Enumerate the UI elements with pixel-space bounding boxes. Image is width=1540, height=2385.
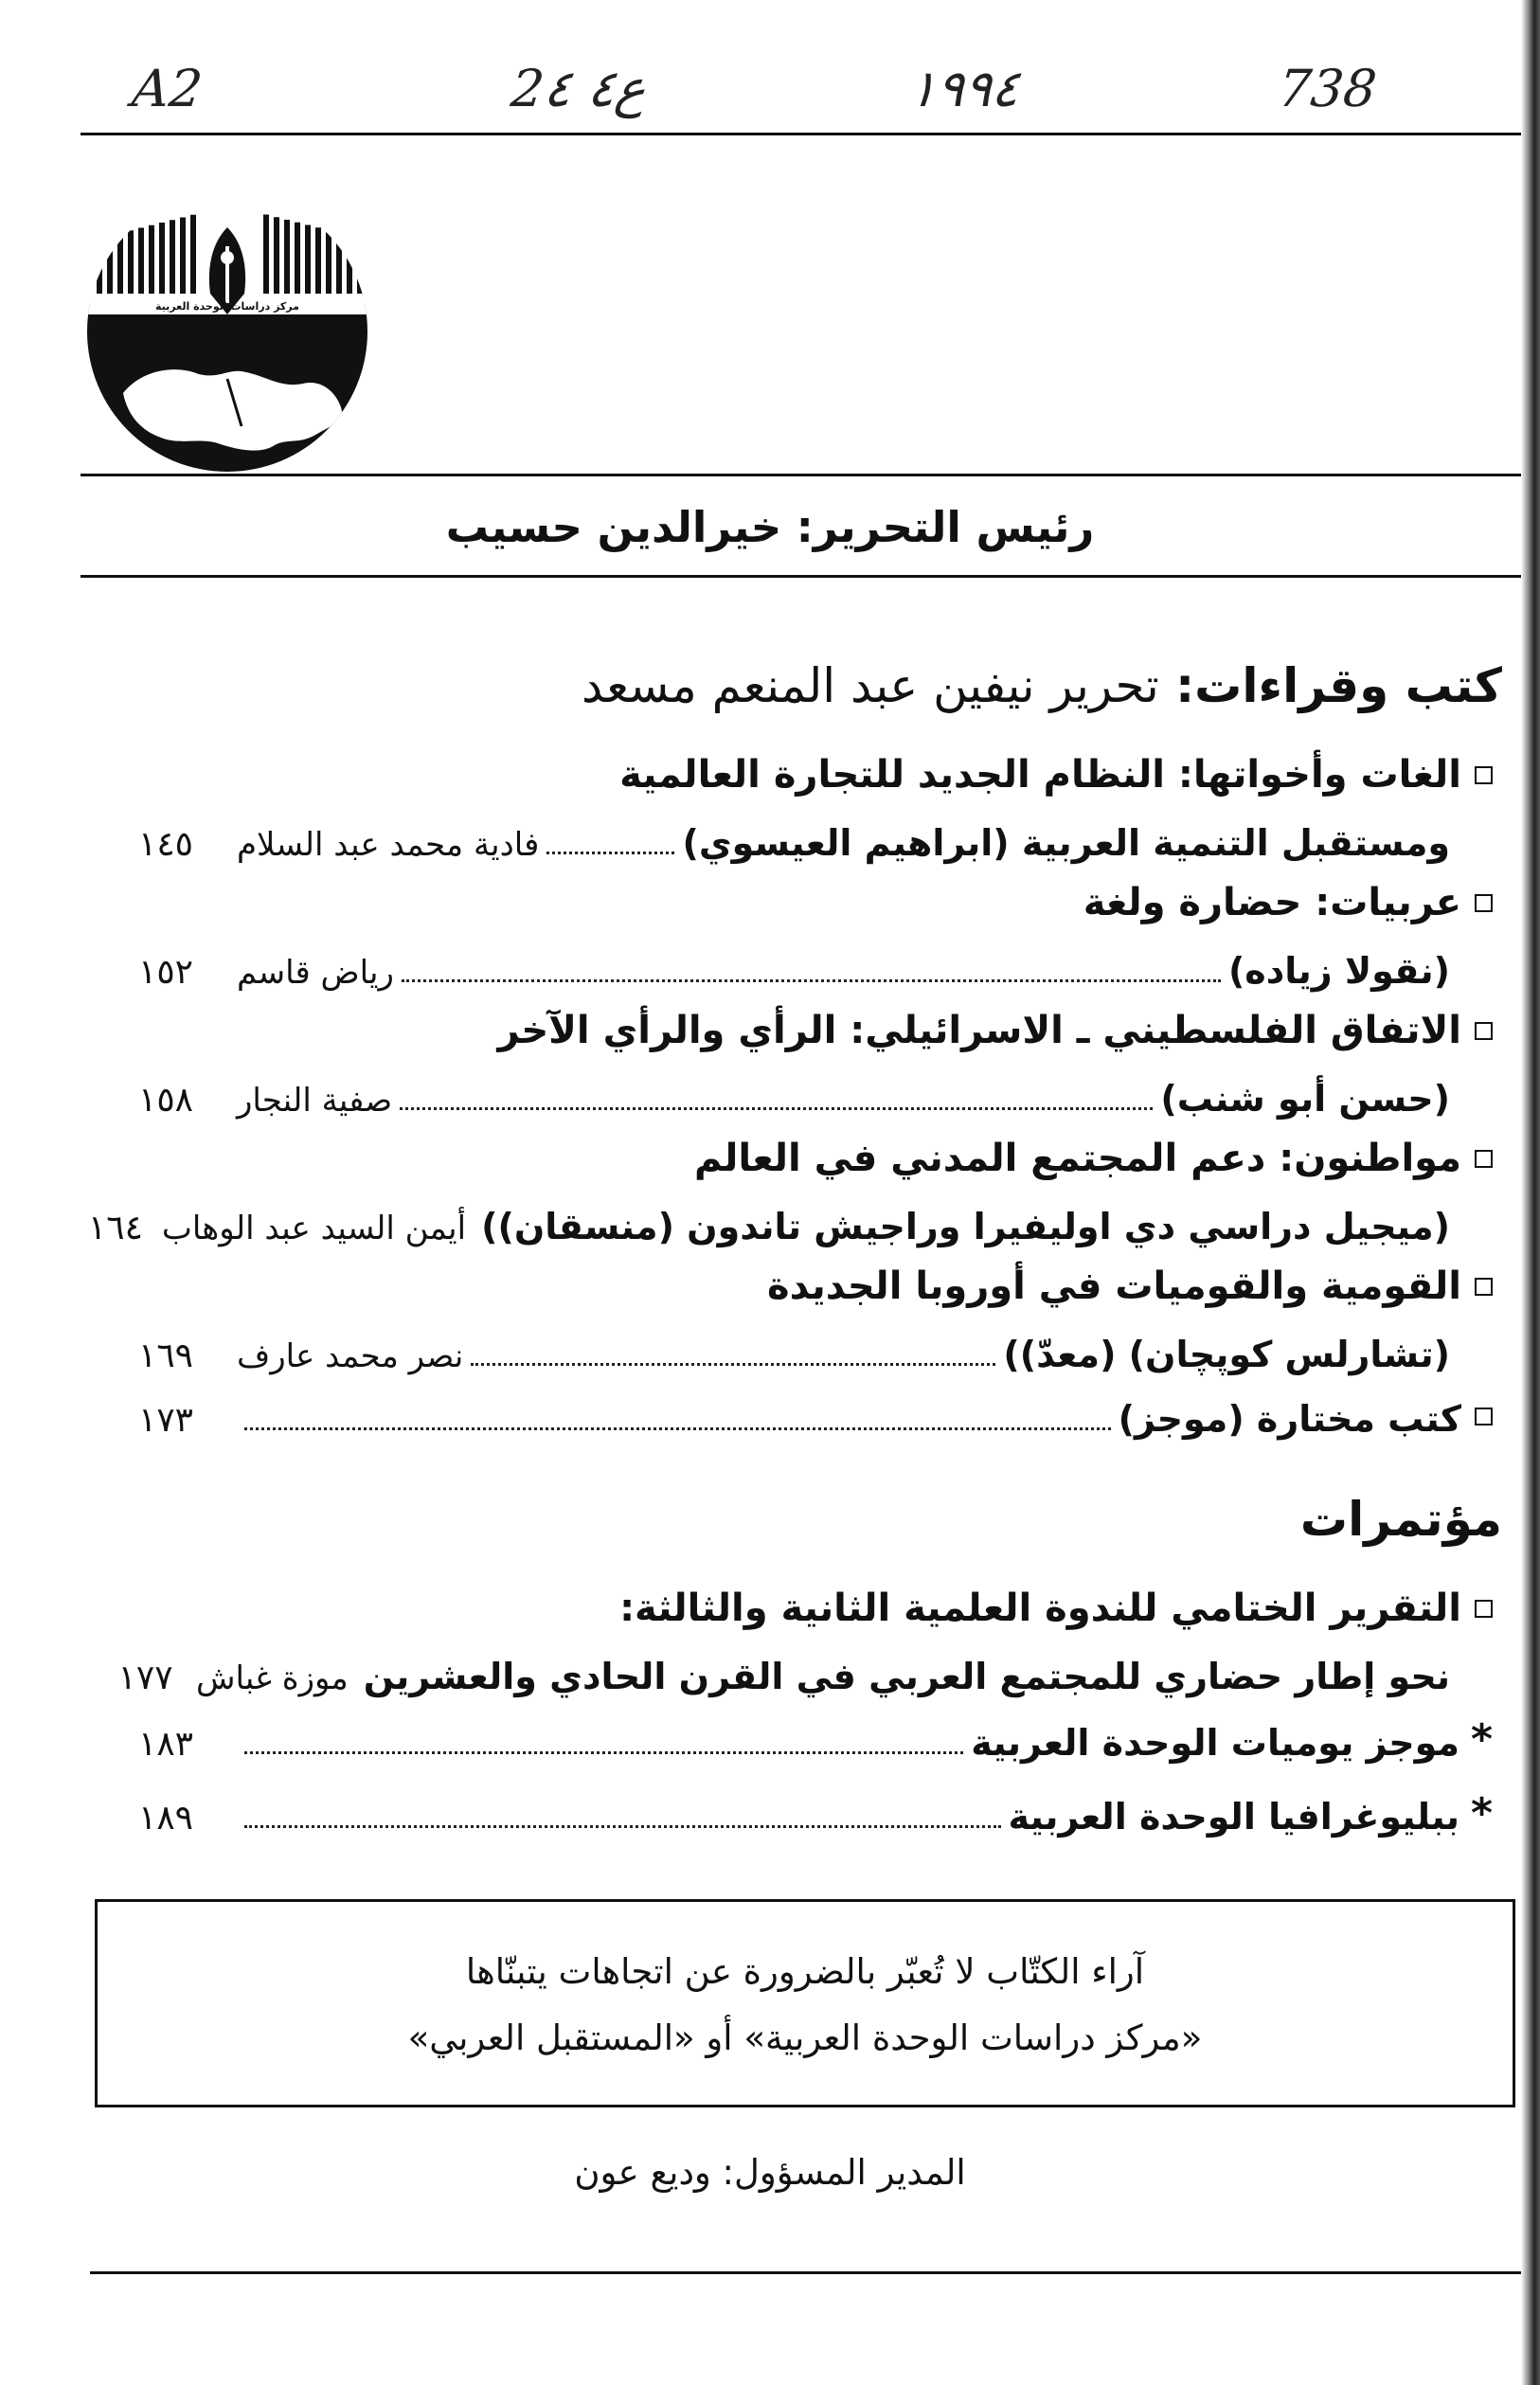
dot-leader — [471, 1363, 995, 1366]
handwritten-year: ١٩٩٤ — [905, 59, 1023, 118]
logo-name-text: مركز دراسات الوحدة العربية — [155, 300, 299, 313]
entry-page-number: ١٨٣ — [137, 1725, 193, 1764]
entry-title-line — [619, 753, 1493, 797]
toc-entry — [114, 816, 1450, 864]
toc-entry — [114, 1716, 1493, 1764]
toc-entry — [114, 1328, 1450, 1375]
dot-leader — [244, 1427, 1111, 1430]
entry-author: فادية محمد عبد السلام — [237, 826, 540, 864]
entry-title-line — [694, 1137, 1493, 1180]
logo-bar — [295, 223, 300, 296]
toc-entry — [87, 1200, 1450, 1247]
dot-leader — [402, 979, 1221, 982]
asterisk-bullet-icon: * — [1470, 1715, 1493, 1764]
entry-title-line — [619, 1587, 1493, 1630]
toc-entry — [114, 1650, 1450, 1697]
entry-subtitle: موجز يوميات الوحدة العربية — [971, 1722, 1459, 1764]
section-editor: تحرير نيفين عبد المنعم مسعد — [582, 658, 1159, 713]
square-bullet-icon — [1475, 894, 1493, 912]
entry-subtitle: (نقولا زياده) — [1227, 950, 1450, 992]
disclaimer-box — [95, 1899, 1515, 2107]
square-bullet-icon — [1475, 1150, 1493, 1168]
entry-subtitle: ببليوغرافيا الوحدة العربية — [1008, 1796, 1459, 1838]
disclaimer-line-2: «مركز دراسات الوحدة العربية» أو «المستقبل العربي» — [407, 2017, 1203, 2058]
logo-bar — [128, 230, 134, 296]
entry-author: نصر محمد عارف — [237, 1337, 464, 1375]
logo-bar — [149, 225, 154, 296]
logo-bar — [336, 233, 342, 296]
section-title-conferences: مؤتمرات — [1299, 1492, 1502, 1547]
logo-bar — [97, 239, 102, 296]
logo-bar — [117, 233, 123, 296]
top-rule — [81, 133, 1521, 135]
entry-page-number: ١٦٩ — [137, 1336, 193, 1375]
entry-title-text: التقرير الختامي للندوة العلمية الثانية والثالثة: — [619, 1587, 1461, 1630]
entry-page-number: ١٨٩ — [137, 1799, 193, 1838]
toc-entry — [114, 1392, 1493, 1440]
entry-author: رياض قاسم — [237, 954, 394, 992]
entry-author: موزة غباش — [196, 1659, 349, 1697]
square-bullet-icon — [1475, 766, 1493, 784]
managing-director: المدير المسؤول: وديع عون — [574, 2152, 966, 2193]
logo-bar — [274, 217, 279, 296]
entry-subtitle: (تشارلس كوپچان) (معدّ)) — [1003, 1334, 1450, 1375]
entry-page-number: ١٧٧ — [117, 1659, 173, 1697]
entry-title-text: القومية والقوميات في أوروبا الجديدة — [767, 1264, 1461, 1308]
entry-title-text: مواطنون: دعم المجتمع المدني في العالم — [694, 1137, 1461, 1180]
logo-bar — [263, 215, 269, 296]
entry-page-number: ١٦٤ — [87, 1209, 143, 1247]
logo-bar — [284, 220, 290, 296]
section-title-label: كتب وقراءات: — [1175, 658, 1502, 713]
dot-leader — [244, 1751, 963, 1754]
logo-bar — [326, 230, 331, 296]
square-bullet-icon — [1475, 1408, 1493, 1426]
logo-bar — [138, 228, 144, 296]
section-title-books — [582, 658, 1502, 713]
editor-rule — [81, 575, 1521, 578]
logo-bar — [170, 220, 175, 296]
entry-title-text: الغات وأخواتها: النظام الجديد للتجارة العالمية — [619, 753, 1461, 797]
dot-leader — [400, 1107, 1153, 1110]
handwritten-issue-code: A2 — [129, 59, 206, 118]
disclaimer-line-1: آراء الكتّاب لا تُعبّر بالضرورة عن اتجاهات يتبنّاها — [465, 1951, 1145, 1992]
editor-in-chief: رئيس التحرير: خيرالدين حسيب — [445, 502, 1095, 552]
entry-page-number: ١٤٥ — [137, 825, 193, 864]
logo-bar — [159, 223, 165, 296]
toc-entry — [114, 1072, 1450, 1120]
logo-bar — [305, 225, 311, 296]
entry-author: أيمن السيد عبد الوهاب — [161, 1210, 467, 1247]
asterisk-bullet-icon: * — [1470, 1789, 1493, 1838]
entry-title-line — [497, 1009, 1493, 1052]
entry-author: صفية النجار — [237, 1082, 393, 1120]
square-bullet-icon — [1475, 1022, 1493, 1040]
toc-entry — [114, 944, 1450, 992]
entry-subtitle: ومستقبل التنمية العربية (ابراهيم العيسوي) — [682, 822, 1450, 864]
square-bullet-icon — [1475, 1278, 1493, 1296]
bottom-rule — [90, 2271, 1521, 2274]
dot-leader — [244, 1825, 1001, 1828]
entry-subtitle: (حسن أبو شنب) — [1160, 1078, 1450, 1120]
logo-bar — [347, 236, 352, 296]
logo-bar — [180, 218, 186, 296]
logo-bar — [107, 236, 113, 296]
entry-subtitle: (ميجيل دراسي دي اوليفيرا وراجيش تاندون (منسقان)) — [481, 1206, 1450, 1247]
scan-edge-shadow — [1521, 0, 1540, 2385]
entry-title-line — [767, 1264, 1493, 1308]
logo-bar — [315, 227, 321, 296]
logo-rule — [81, 474, 1521, 476]
handwritten-month: 2ع٤ ٤ — [508, 59, 650, 118]
entry-page-number: ١٥٢ — [137, 953, 193, 992]
entry-title-text: الاتفاق الفلسطيني ـ الاسرائيلي: الرأي والرأي الآخر — [497, 1009, 1461, 1052]
dot-leader — [546, 852, 674, 854]
entry-subtitle: نحو إطار حضاري للمجتمع العربي في القرن الحادي والعشرين — [363, 1656, 1450, 1697]
square-bullet-icon — [1475, 1600, 1493, 1618]
logo-bar — [190, 215, 196, 296]
entry-title-text: عربيات: حضارة ولغة — [1083, 881, 1461, 924]
handwritten-number: 738 — [1275, 59, 1380, 118]
center-logo-icon — [85, 189, 369, 474]
entry-page-number: ١٧٣ — [137, 1401, 193, 1440]
entry-page-number: ١٥٨ — [137, 1081, 193, 1120]
toc-entry — [114, 1790, 1493, 1838]
entry-title-line — [1083, 881, 1493, 924]
entry-subtitle: كتب مختارة (موجز) — [1118, 1398, 1461, 1440]
logo-bar — [357, 238, 363, 296]
